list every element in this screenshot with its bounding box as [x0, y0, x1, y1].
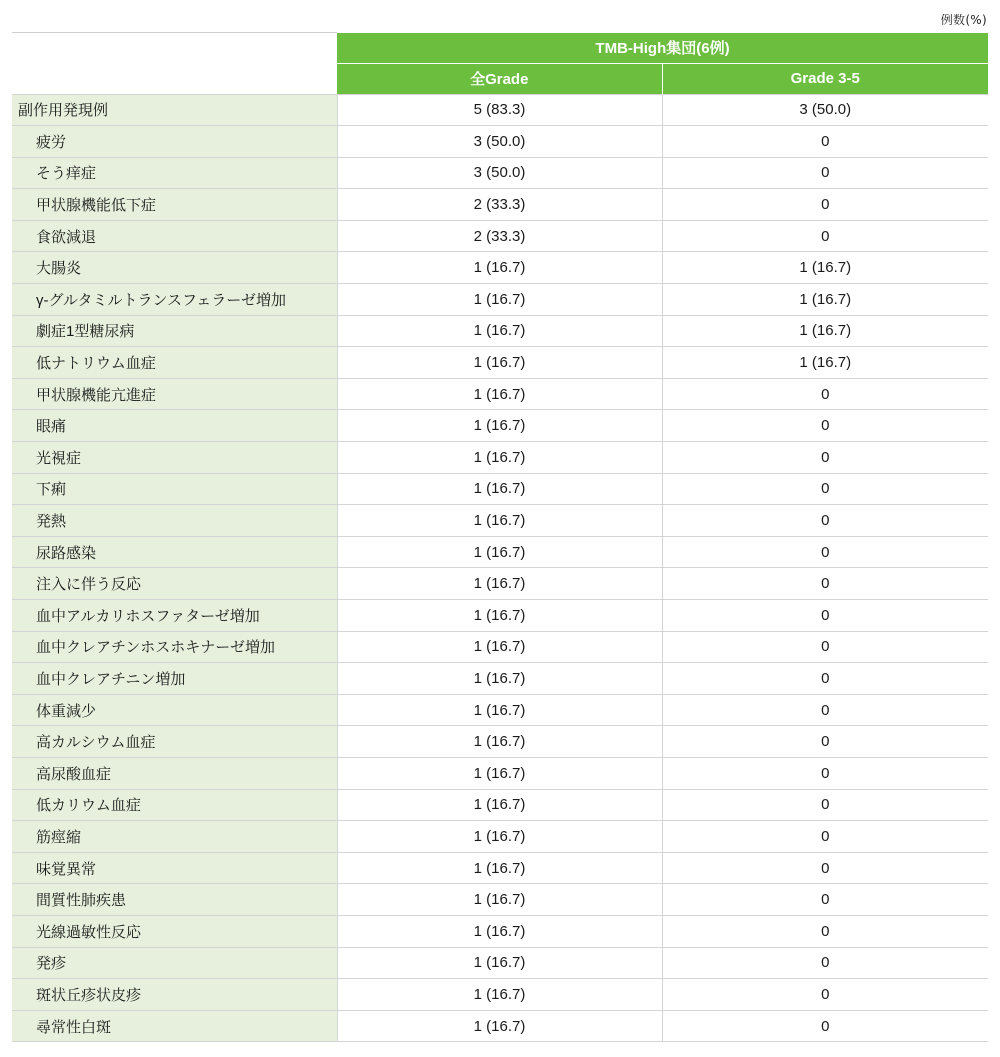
all-grade-value: 1 (16.7) [337, 821, 662, 853]
adverse-event-name: 光視症 [12, 442, 337, 474]
table-row [12, 789, 988, 821]
grade-3-5-value: 0 [662, 126, 988, 158]
table-row [12, 410, 988, 442]
adverse-event-name: 光線過敏性反応 [12, 915, 337, 947]
table-row [12, 536, 988, 568]
table-row [12, 663, 988, 695]
grade-3-5-value: 0 [662, 536, 988, 568]
all-grade-value: 1 (16.7) [337, 473, 662, 505]
grade-3-5-value: 0 [662, 947, 988, 979]
all-grade-value: 1 (16.7) [337, 347, 662, 379]
adverse-event-name: 高尿酸血症 [12, 757, 337, 789]
all-grade-value: 1 (16.7) [337, 631, 662, 663]
adverse-event-name: そう痒症 [12, 157, 337, 189]
adverse-event-name: 発疹 [12, 947, 337, 979]
grade-3-5-value: 0 [662, 410, 988, 442]
all-grade-value: 2 (33.3) [337, 189, 662, 221]
table-row [12, 442, 988, 474]
table-row [12, 505, 988, 537]
table-row [12, 473, 988, 505]
grade-3-5-value: 0 [662, 157, 988, 189]
adverse-event-name: 副作用発現例 [12, 94, 337, 126]
all-grade-value: 1 (16.7) [337, 694, 662, 726]
adverse-event-name: 血中クレアチンホスホキナーゼ増加 [12, 631, 337, 663]
adverse-event-name: 間質性肺疾患 [12, 884, 337, 916]
adverse-event-name: 劇症1型糖尿病 [12, 315, 337, 347]
all-grade-value: 1 (16.7) [337, 568, 662, 600]
table-row [12, 1010, 988, 1042]
grade-3-5-value: 1 (16.7) [662, 347, 988, 379]
adverse-event-name: 筋痙縮 [12, 821, 337, 853]
all-grade-value: 2 (33.3) [337, 220, 662, 252]
all-grade-value: 3 (50.0) [337, 157, 662, 189]
header-blank-cell [12, 33, 337, 95]
all-grade-value: 1 (16.7) [337, 442, 662, 474]
grade-3-5-value: 0 [662, 726, 988, 758]
adverse-event-name: 眼痛 [12, 410, 337, 442]
all-grade-value: 3 (50.0) [337, 126, 662, 158]
adverse-event-name: 味覚異常 [12, 852, 337, 884]
grade-3-5-value: 0 [662, 915, 988, 947]
grade-3-5-value: 0 [662, 189, 988, 221]
table-row [12, 347, 988, 379]
all-grade-value: 1 (16.7) [337, 979, 662, 1011]
grade-3-5-value: 0 [662, 694, 988, 726]
adverse-event-name: 疲労 [12, 126, 337, 158]
grade-3-5-value: 0 [662, 473, 988, 505]
grade-3-5-value: 0 [662, 220, 988, 252]
adverse-event-name: 尋常性白斑 [12, 1010, 337, 1042]
table-row [12, 94, 988, 126]
all-grade-value: 1 (16.7) [337, 378, 662, 410]
table-row [12, 252, 988, 284]
all-grade-value: 1 (16.7) [337, 284, 662, 316]
all-grade-value: 1 (16.7) [337, 252, 662, 284]
grade-3-5-value: 0 [662, 757, 988, 789]
adverse-event-name: 甲状腺機能低下症 [12, 189, 337, 221]
grade-3-5-value: 1 (16.7) [662, 284, 988, 316]
adverse-event-name: 甲状腺機能亢進症 [12, 378, 337, 410]
grade-3-5-value: 0 [662, 631, 988, 663]
adverse-event-name: 低カリウム血症 [12, 789, 337, 821]
table-row [12, 757, 988, 789]
adverse-event-name: 血中アルカリホスファターゼ増加 [12, 600, 337, 632]
grade-3-5-value: 0 [662, 568, 988, 600]
adverse-reactions-table [12, 32, 988, 1042]
adverse-event-name: 斑状丘疹状皮疹 [12, 979, 337, 1011]
grade-3-5-value: 1 (16.7) [662, 315, 988, 347]
column-header-grade-3-5: Grade 3-5 [662, 63, 988, 94]
grade-3-5-value: 0 [662, 821, 988, 853]
adverse-event-name: 大腸炎 [12, 252, 337, 284]
grade-3-5-value: 0 [662, 884, 988, 916]
table-row [12, 694, 988, 726]
table-row [12, 220, 988, 252]
all-grade-value: 1 (16.7) [337, 852, 662, 884]
group-title: TMB-High集団(6例) [337, 33, 988, 64]
adverse-event-name: 注入に伴う反応 [12, 568, 337, 600]
all-grade-value: 1 (16.7) [337, 789, 662, 821]
table-row [12, 852, 988, 884]
adverse-event-name: 食欲減退 [12, 220, 337, 252]
adverse-event-name: 血中クレアチニン増加 [12, 663, 337, 695]
all-grade-value: 1 (16.7) [337, 947, 662, 979]
adverse-event-name: γ-グルタミルトランスフェラーゼ増加 [12, 284, 337, 316]
grade-3-5-value: 0 [662, 378, 988, 410]
all-grade-value: 1 (16.7) [337, 663, 662, 695]
adverse-event-name: 発熱 [12, 505, 337, 537]
all-grade-value: 1 (16.7) [337, 410, 662, 442]
all-grade-value: 1 (16.7) [337, 315, 662, 347]
adverse-event-name: 体重減少 [12, 694, 337, 726]
table-row [12, 315, 988, 347]
table-row [12, 157, 988, 189]
table-row [12, 378, 988, 410]
all-grade-value: 1 (16.7) [337, 505, 662, 537]
grade-3-5-value: 0 [662, 600, 988, 632]
column-header-all-grade: 全Grade [337, 63, 662, 94]
all-grade-value: 1 (16.7) [337, 884, 662, 916]
table-row [12, 726, 988, 758]
table-header [12, 33, 988, 95]
table-body [12, 94, 988, 1042]
grade-3-5-value: 0 [662, 1010, 988, 1042]
all-grade-value: 1 (16.7) [337, 536, 662, 568]
grade-3-5-value: 0 [662, 505, 988, 537]
adverse-event-name: 下痢 [12, 473, 337, 505]
all-grade-value: 1 (16.7) [337, 757, 662, 789]
all-grade-value: 1 (16.7) [337, 915, 662, 947]
table-row [12, 947, 988, 979]
grade-3-5-value: 0 [662, 442, 988, 474]
table-row [12, 600, 988, 632]
adverse-event-name: 尿路感染 [12, 536, 337, 568]
grade-3-5-value: 0 [662, 852, 988, 884]
table-row [12, 126, 988, 158]
all-grade-value: 1 (16.7) [337, 1010, 662, 1042]
all-grade-value: 1 (16.7) [337, 726, 662, 758]
grade-3-5-value: 3 (50.0) [662, 94, 988, 126]
table-row [12, 915, 988, 947]
table-row [12, 189, 988, 221]
adverse-event-name: 高カルシウム血症 [12, 726, 337, 758]
grade-3-5-value: 0 [662, 979, 988, 1011]
table-row [12, 568, 988, 600]
adverse-event-name: 低ナトリウム血症 [12, 347, 337, 379]
table-row [12, 284, 988, 316]
table-row [12, 884, 988, 916]
grade-3-5-value: 1 (16.7) [662, 252, 988, 284]
unit-note: 例数(%) [940, 13, 987, 27]
grade-3-5-value: 0 [662, 789, 988, 821]
all-grade-value: 5 (83.3) [337, 94, 662, 126]
table-row [12, 821, 988, 853]
grade-3-5-value: 0 [662, 663, 988, 695]
all-grade-value: 1 (16.7) [337, 600, 662, 632]
table-row [12, 979, 988, 1011]
table-row [12, 631, 988, 663]
